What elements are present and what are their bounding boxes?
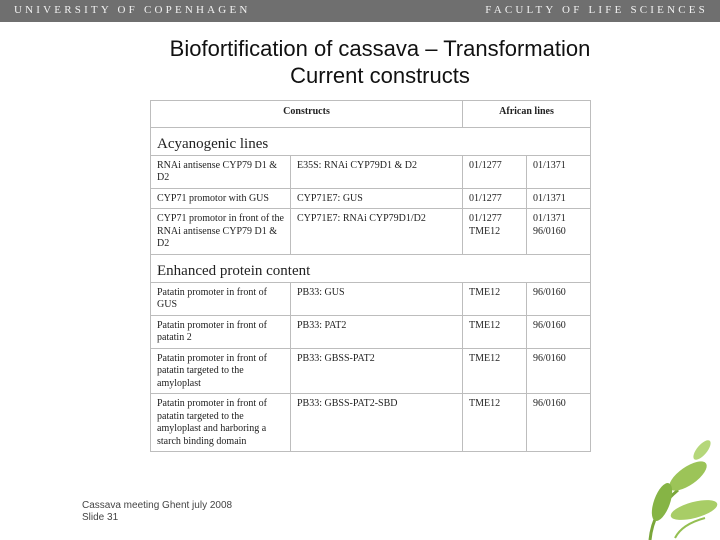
header-african-lines: African lines (463, 101, 591, 128)
table-row (151, 209, 591, 255)
faculty-name: FACULTY OF LIFE SCIENCES (485, 4, 708, 16)
footer-slide-number: Slide 31 (82, 512, 119, 523)
cell-line-2: 96/0160 (527, 282, 591, 315)
cell-description: Patatin promoter in front of GUS (151, 282, 291, 315)
slide-footer (82, 500, 232, 524)
cell-line-2: 01/1371 (527, 188, 591, 209)
tendril (675, 518, 705, 538)
constructs-table-wrapper (150, 100, 590, 452)
cell-line-2: 96/0160 (527, 315, 591, 348)
cell-line-1: 01/1277 (463, 188, 527, 209)
header-constructs: Constructs (151, 101, 463, 128)
table-header-row (151, 101, 591, 128)
header-bar (0, 0, 720, 22)
cell-line-2: 01/1371 96/0160 (527, 209, 591, 255)
cell-line-1: TME12 (463, 348, 527, 394)
slide-title (0, 35, 720, 89)
cell-construct: CYP71E7: RNAi CYP79D1/D2 (291, 209, 463, 255)
university-name: UNIVERSITY OF COPENHAGEN (14, 4, 251, 16)
slide-title-line1: Biofortification of cassava – Transformation (169, 36, 591, 61)
cell-line-1: 01/1277 TME12 (463, 209, 527, 255)
slide-title-line2: Current constructs (290, 63, 470, 88)
cell-construct: E35S: RNAi CYP79D1 & D2 (291, 155, 463, 188)
cell-description: RNAi antisense CYP79 D1 & D2 (151, 155, 291, 188)
cell-construct: PB33: GUS (291, 282, 463, 315)
cell-construct: CYP71E7: GUS (291, 188, 463, 209)
cell-description: Patatin promoter in front of patatin 2 (151, 315, 291, 348)
leaf-small (690, 438, 713, 463)
table-row (151, 394, 591, 452)
cell-line-2: 01/1371 (527, 155, 591, 188)
footer-meeting: Cassava meeting Ghent july 2008 (82, 500, 233, 511)
section-row (151, 127, 591, 155)
cell-line-1: TME12 (463, 282, 527, 315)
section-title: Acyanogenic lines (151, 127, 591, 155)
cell-construct: PB33: GBSS-PAT2 (291, 348, 463, 394)
cell-construct: PB33: PAT2 (291, 315, 463, 348)
cell-line-2: 96/0160 (527, 394, 591, 452)
cell-description: CYP71 promotor in front of the RNAi antisense CYP79 D1 & D2 (151, 209, 291, 255)
table-row (151, 282, 591, 315)
cell-line-2: 96/0160 (527, 348, 591, 394)
table-row (151, 348, 591, 394)
cell-description: Patatin promoter in front of patatin targeted to the amyloplast and harboring a starch binding domain (151, 394, 291, 452)
seedling-illustration (590, 410, 720, 540)
cell-line-1: TME12 (463, 394, 527, 452)
leaf-right (669, 496, 720, 524)
section-row (151, 254, 591, 282)
table-row (151, 155, 591, 188)
table-body (151, 127, 591, 452)
cell-description: CYP71 promotor with GUS (151, 188, 291, 209)
cell-construct: PB33: GBSS-PAT2-SBD (291, 394, 463, 452)
table-row (151, 315, 591, 348)
section-title: Enhanced protein content (151, 254, 591, 282)
constructs-table (150, 100, 591, 452)
cell-line-1: TME12 (463, 315, 527, 348)
cell-description: Patatin promoter in front of patatin targeted to the amyloplast (151, 348, 291, 394)
cell-line-1: 01/1277 (463, 155, 527, 188)
table-row (151, 188, 591, 209)
